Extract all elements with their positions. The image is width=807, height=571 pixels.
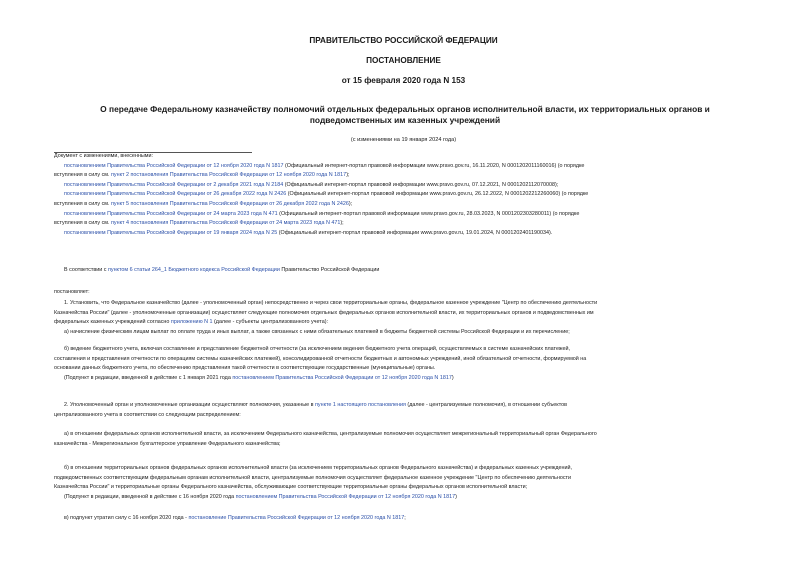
amendment-link[interactable]: пункт 5 постановления Правительства Российской Федерации от 26 декабря 2022 года N 2426 [111,200,349,207]
subparagraph-a: а) начисление физическим лицам выплат по оплате труда и иных выплат, а также связанных с ними обязательных платежей в бюджеты бюджетной системы Российской Федерации и их перечисление; [64,328,570,335]
decides-word: постановляет: [54,289,90,295]
subparagraph-2b: б) в отношении территориальных органов федеральных органов исполнительной власти (за исключением территориальных органов Федерального казначейства) и федеральных казенных учреждений, подведомственных соответствующим федеральным органам исполнительной власти, централизуемые полномочия осуществляет федеральное казенное учреждение "Центр по обеспечению деятельности Казначейства России" и территориальные органы Федерального казначейства, обслуживающие соответствующие территориальные органы федеральных органов исполнительной власти; (Подпункт в редакции, введенной в действие с 16 ноября 2020 года постановлением Правительства Российской Федерации от 12 ноября 2020 года N 1817) [54,464,754,502]
amendment-item-cont: вступления в силу см. пункт 2 постановления Правительства Российской Федерации от 12 ноября 2020 года N 1817); [54,172,350,179]
amendment-link[interactable]: постановлением Правительства Российской Федерации от 2 декабря 2021 года N 2184 [64,181,284,188]
document-type: ПОСТАНОВЛЕНИЕ [366,56,441,65]
legal-basis: В соответствии с пунктом 6 статьи 264_1 Бюджетного кодекса Российской Федерации Правительство Российской Федерации [64,267,380,273]
subparagraph-b: б) ведение бюджетного учета, включая составление и представление бюджетной отчетности (за исключением ведения бюджетного учета операций, осуществляемых в системе казначейских платежей, составления и представления отчетности по операциям системы казначейских платежей), консолидированной отчетности бюджетных и автономных учреждений, иной обязательной отчетности, формируемой на основании данных бюджетного учета, по обеспечению представления такой отчетности в соответствующие государственные (муниципальные) органы. (Подпункт в редакции, введенной в действие с 1 января 2021 года постановлением Правительства Российской Федерации от 12 ноября 2020 года N 1817) [54,345,754,383]
revision-link[interactable]: постановлением Правительства Российской Федерации от 12 ноября 2020 года N 1817 [235,493,456,500]
amendment-item: постановлением Правительства Российской Федерации от 26 декабря 2022 года N 2426 (Официальный интернет-портал правовой информации www.pravo.gov.ru, 26.12.2022, N 0001202212260060) (о порядке [64,191,589,198]
amendment-link[interactable]: пункт 2 постановления Правительства Российской Федерации от 12 ноября 2020 года N 1817 [111,172,347,179]
amendment-link[interactable]: постановлением Правительства Российской Федерации от 24 марта 2023 года N 471 [64,210,278,217]
revision-link[interactable]: постановлением Правительства Российской Федерации от 12 ноября 2020 года N 1817 [232,374,452,381]
amendment-item: постановлением Правительства Российской Федерации от 24 марта 2023 года N 471 (Официальный интернет-портал правовой информации www.pravo.gov.ru, 28.03.2023, N 0001202303280011) (о порядке [64,210,580,217]
amendment-item-cont: вступления в силу см. пункт 4 постановления Правительства Российской Федерации от 24 марта 2023 года N 471); [54,220,344,227]
amendment-item: постановлением Правительства Российской Федерации от 12 ноября 2020 года N 1817 (Официальный интернет-портал правовой информации www.pravo.gov.ru, 16.11.2020, N 0001202011160016) (о порядке [64,162,585,169]
amendment-link[interactable]: постановлением Правительства Российской Федерации от 19 января 2024 года N 25 [64,229,278,236]
subparagraph-2a: а) в отношении федеральных органов исполнительной власти, за исключением Федерального казначейства, централизуемые полномочия осуществляет межрегиональный территориальный орган Федерального казначейства - Межрегиональное бухгалтерское управление Федерального казначейства; [54,431,597,447]
paragraph-2: 2. Уполномоченный орган и уполномоченные организации осуществляют полномочия, указанные в пункте 1 настоящего постановления (далее - централизуемые полномочия), в отношении субъектов централизованного учета в соответствии со следующим распределением: [54,402,567,418]
document-date-number: от 15 февраля 2020 года N 153 [341,76,466,85]
revision-note-2: (Подпункт в редакции, введенной в действие с 16 ноября 2020 года постановлением Правительства Российской Федерации от 12 ноября 2020 года N 1817) [64,493,457,500]
document-title [60,104,750,126]
amendment-link[interactable]: постановлением Правительства Российской Федерации от 12 ноября 2020 года N 1817 [64,162,284,169]
budget-code-link[interactable]: пунктом 6 статьи 264_1 Бюджетного кодекса Российской Федерации [107,267,280,273]
subparagraph-2c: в) подпункт утратил силу с 16 ноября 2020 года - постановление Правительства Российской Федерации от 12 ноября 2020 года N 1817; [64,515,406,521]
paragraph-1-link[interactable]: пункте 1 настоящего постановления [315,402,406,408]
revision-note: (с изменениями на 19 января 2024 года) [350,137,457,143]
government-name: ПРАВИТЕЛЬСТВО РОССИЙСКОЙ ФЕДЕРАЦИИ [309,36,498,45]
revision-note-1: (Подпункт в редакции, введенной в действие с 1 января 2021 года постановлением Правительства Российской Федерации от 12 ноября 2020 года N 1817) [64,374,454,381]
paragraph-1: 1. Установить, что Федеральное казначейство (далее - уполномоченный орган) непосредственно и через свои территориальные органы, федеральное казенное учреждение "Центр по обеспечению деятельности Казначейства России" (далее - уполномоченные организации) осуществляет следующие полномочия отдельных федеральных органов исполнительной власти, их территориальных органов и подведомственных им федеральных казенных учреждений согласно приложению N 1 (далее - субъекты централизованного учета): а) начисление физическим лицам выплат по оплате труда и иных выплат, а также связанных с ними обязательных платежей в бюджеты бюджетной системы Российской Федерации и их перечисление; [54,299,754,337]
amendment-link[interactable]: пункт 4 постановления Правительства Российской Федерации от 24 марта 2023 года N 471 [111,220,341,227]
document-title-line: О передаче Федеральному казначейству полномочий отдельных федеральных органов исполнительной власти, их территориальных органов и [100,104,710,114]
amendment-item: постановлением Правительства Российской Федерации от 19 января 2024 года N 25 (Официальный интернет-портал правовой информации www.pravo.gov.ru, 19.01.2024, N 0001202401190034). [64,229,553,236]
document-title-line: подведомственных им казенных учреждений [309,115,501,125]
repeal-link[interactable]: постановление Правительства Российской Федерации от 12 ноября 2020 года N 1817 [188,515,405,521]
amendment-link[interactable]: постановлением Правительства Российской Федерации от 26 декабря 2022 года N 2426 [64,191,287,198]
amendments-list [54,152,754,238]
amendment-item-cont: вступления в силу см. пункт 5 постановления Правительства Российской Федерации от 26 декабря 2022 года N 2426); [54,200,353,207]
appendix-link[interactable]: приложению N 1 [170,319,213,326]
amendments-intro: Документ с изменениями, внесенными: [54,153,153,159]
amendment-item: постановлением Правительства Российской Федерации от 2 декабря 2021 года N 2184 (Официальный интернет-портал правовой информации www.pravo.gov.ru, 07.12.2021, N 0001202112070008); [64,181,559,188]
